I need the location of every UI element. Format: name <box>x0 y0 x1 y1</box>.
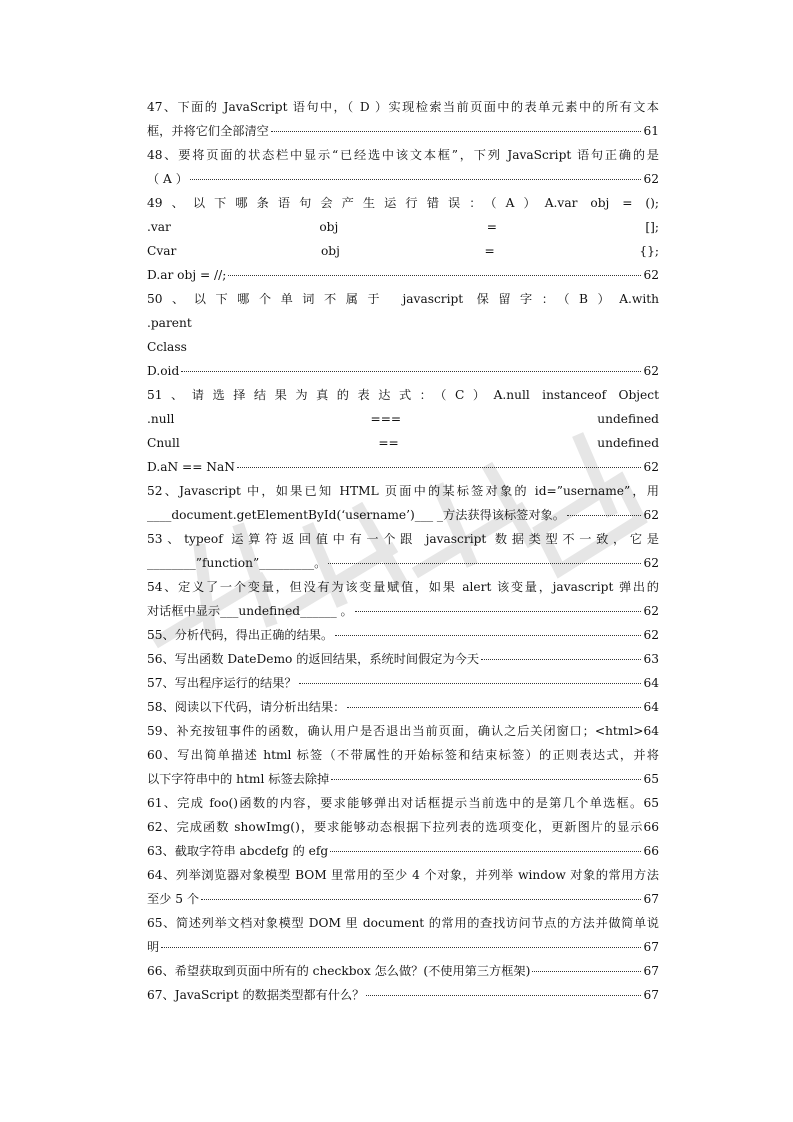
toc-page-number: 61 <box>643 124 659 138</box>
toc-page-number: 67 <box>643 940 659 954</box>
toc-entry[interactable] <box>147 359 659 383</box>
toc-entry-text: （ A ） <box>147 172 188 186</box>
toc-page-number: 62 <box>643 364 659 378</box>
toc-entry[interactable] <box>147 239 659 263</box>
toc-entry[interactable] <box>147 839 659 863</box>
toc-entry[interactable] <box>147 503 659 527</box>
toc-entry-text: 66、希望获取到页面中所有的 checkbox 怎么做？(不使用第三方框架) <box>147 964 531 978</box>
dot-leader <box>330 851 641 852</box>
dot-leader <box>237 467 642 468</box>
toc-page-number: 62 <box>643 604 659 618</box>
toc-entry-text: 65、简述列举文档对象模型 DOM 里 document 的常用的查找访问节点的方法并做简单说 <box>147 916 659 930</box>
toc-entry[interactable] <box>147 191 659 215</box>
toc-entry-text: 框，并将它们全部清空 <box>147 124 269 138</box>
dot-leader <box>201 899 641 900</box>
toc-page-number: 62 <box>643 556 659 570</box>
toc-entry-text: D.oid <box>147 364 180 378</box>
toc-entry-text: 以下字符串中的 html 标签去除掉 <box>147 772 330 786</box>
toc-entry-text: ____document.getElementById(‘username’)___ _方法获得该标签对象。 <box>147 508 565 522</box>
toc-entry-text: 67、JavaScript 的数据类型都有什么？ <box>147 988 365 1002</box>
toc-entry[interactable] <box>147 599 659 623</box>
toc-entry-text: .null === undefined <box>147 412 659 426</box>
toc-page-number: 62 <box>643 508 659 522</box>
dot-leader <box>328 563 641 564</box>
toc-entry-text: 49、以下哪条语句会产生运行错误：（A）A.var obj = (); <box>147 196 659 210</box>
toc-page-number: 62 <box>643 172 659 186</box>
toc-entry[interactable] <box>147 671 659 695</box>
toc-entry[interactable] <box>147 143 659 167</box>
toc-entry[interactable] <box>147 959 659 983</box>
toc-entry[interactable] <box>147 863 659 887</box>
dot-leader <box>335 635 641 636</box>
toc-entry[interactable] <box>147 815 659 839</box>
toc-entry-text: 54、定义了一个变量，但没有为该变量赋值，如果 alert 该变量，javascript 弹出的 <box>147 580 659 594</box>
toc-entry-text: Cnull == undefined <box>147 436 659 450</box>
toc-entry[interactable] <box>147 383 659 407</box>
toc-entry[interactable] <box>147 311 659 335</box>
toc-entry[interactable] <box>147 119 659 143</box>
toc-entry[interactable] <box>147 983 659 1007</box>
toc-entry[interactable] <box>147 455 659 479</box>
toc-entry[interactable] <box>147 167 659 191</box>
toc-entry-text: 55、分析代码，得出正确的结果。 <box>147 628 334 642</box>
dot-leader <box>366 995 641 996</box>
toc-entry-text: 48、要将页面的状态栏中显示“已经选中该文本框”，下列 JavaScript 语句正确的是 <box>147 148 659 162</box>
toc-entry[interactable] <box>147 695 659 719</box>
toc-entry[interactable] <box>147 767 659 791</box>
toc-entry-text: 明 <box>147 940 160 954</box>
table-of-contents <box>147 95 659 1007</box>
dot-leader <box>347 707 641 708</box>
toc-page-number: 62 <box>643 268 659 282</box>
toc-entry-text: 50、以下哪个单词不属于 javascript 保留字：（B）A.with <box>147 292 659 306</box>
toc-entry-text: 62、完成函数 showImg()，要求能够动态根据下拉列表的选项变化，更新图片的显示66 <box>147 820 659 834</box>
dot-leader <box>567 515 642 516</box>
toc-entry-text: 63、截取字符串 abcdefg 的 efg <box>147 844 329 858</box>
toc-entry[interactable] <box>147 479 659 503</box>
toc-page-number: 67 <box>643 988 659 1002</box>
dot-leader <box>299 683 642 684</box>
toc-entry-text: 对话框中显示___undefined______ 。 <box>147 604 353 618</box>
toc-page-number: 66 <box>643 844 659 858</box>
toc-entry-text: Cvar obj = {}; <box>147 244 659 258</box>
toc-page-number: 64 <box>643 676 659 690</box>
dot-leader <box>331 779 641 780</box>
toc-page-number: 62 <box>643 460 659 474</box>
dot-leader <box>481 659 641 660</box>
toc-entry[interactable] <box>147 887 659 911</box>
toc-entry[interactable] <box>147 551 659 575</box>
dot-leader <box>161 947 641 948</box>
toc-entry-text: 至少 5 个 <box>147 892 200 906</box>
toc-entry-text: 59、补充按钮事件的函数，确认用户是否退出当前页面，确认之后关闭窗口；<html>64 <box>147 724 659 738</box>
dot-leader <box>181 371 641 372</box>
dot-leader <box>228 275 641 276</box>
toc-entry-text: 51、请选择结果为真的表达式：（C）A.null instanceof Object <box>147 388 659 402</box>
toc-entry-text: D.ar obj = //; <box>147 268 227 282</box>
toc-page-number: 65 <box>643 772 659 786</box>
toc-page-number: 62 <box>643 628 659 642</box>
toc-page-number: 67 <box>643 964 659 978</box>
toc-entry-text: 57、写出程序运行的结果？ <box>147 676 297 690</box>
toc-entry-text: 47、下面的 JavaScript 语句中，（ D ）实现检索当前页面中的表单元素中的所有文本 <box>147 100 659 114</box>
toc-entry[interactable] <box>147 791 659 815</box>
dot-leader <box>190 179 642 180</box>
toc-entry[interactable] <box>147 95 659 119</box>
toc-entry-text: 53、typeof 运算符返回值中有一个跟 javascript 数据类型不一致，它是 <box>147 532 659 546</box>
toc-entry-text: 56、写出函数 DateDemo 的返回结果，系统时间假定为今天 <box>147 652 480 666</box>
toc-entry[interactable] <box>147 335 659 359</box>
toc-entry-text: D.aN == NaN <box>147 460 235 474</box>
toc-entry-text: 61、完成 foo()函数的内容，要求能够弹出对话框提示当前选中的是第几个单选框。65 <box>147 796 659 810</box>
toc-page-number: 67 <box>643 892 659 906</box>
toc-entry[interactable] <box>147 935 659 959</box>
toc-entry[interactable] <box>147 263 659 287</box>
toc-entry-text: ________”function”_________。 <box>147 556 327 570</box>
toc-entry[interactable] <box>147 527 659 551</box>
dot-leader <box>271 131 642 132</box>
toc-entry-text: 60、写出简单描述 html 标签（不带属性的开始标签和结束标签）的正则表达式，并将 <box>147 748 659 762</box>
toc-entry-text: 64、列举浏览器对象模型 BOM 里常用的至少 4 个对象，并列举 window 对象的常用方法 <box>147 868 659 882</box>
toc-entry[interactable] <box>147 647 659 671</box>
toc-entry[interactable] <box>147 719 659 743</box>
toc-entry[interactable] <box>147 575 659 599</box>
toc-entry-text: 52、Javascript 中，如果已知 HTML 页面中的某标签对象的 id=”username”，用 <box>147 484 659 498</box>
toc-entry[interactable] <box>147 215 659 239</box>
dot-leader <box>532 971 641 972</box>
toc-entry[interactable] <box>147 431 659 455</box>
dot-leader <box>355 611 642 612</box>
toc-page-number: 63 <box>643 652 659 666</box>
toc-entry-text: Cclass <box>147 340 187 354</box>
toc-entry-text: 58、阅读以下代码，请分析出结果： <box>147 700 346 714</box>
toc-entry[interactable] <box>147 911 659 935</box>
toc-entry[interactable] <box>147 743 659 767</box>
toc-entry-text: .parent <box>147 316 192 330</box>
toc-entry[interactable] <box>147 623 659 647</box>
toc-entry[interactable] <box>147 407 659 431</box>
toc-entry-text: .var obj = []; <box>147 220 659 234</box>
toc-page-number: 64 <box>643 700 659 714</box>
toc-entry[interactable] <box>147 287 659 311</box>
